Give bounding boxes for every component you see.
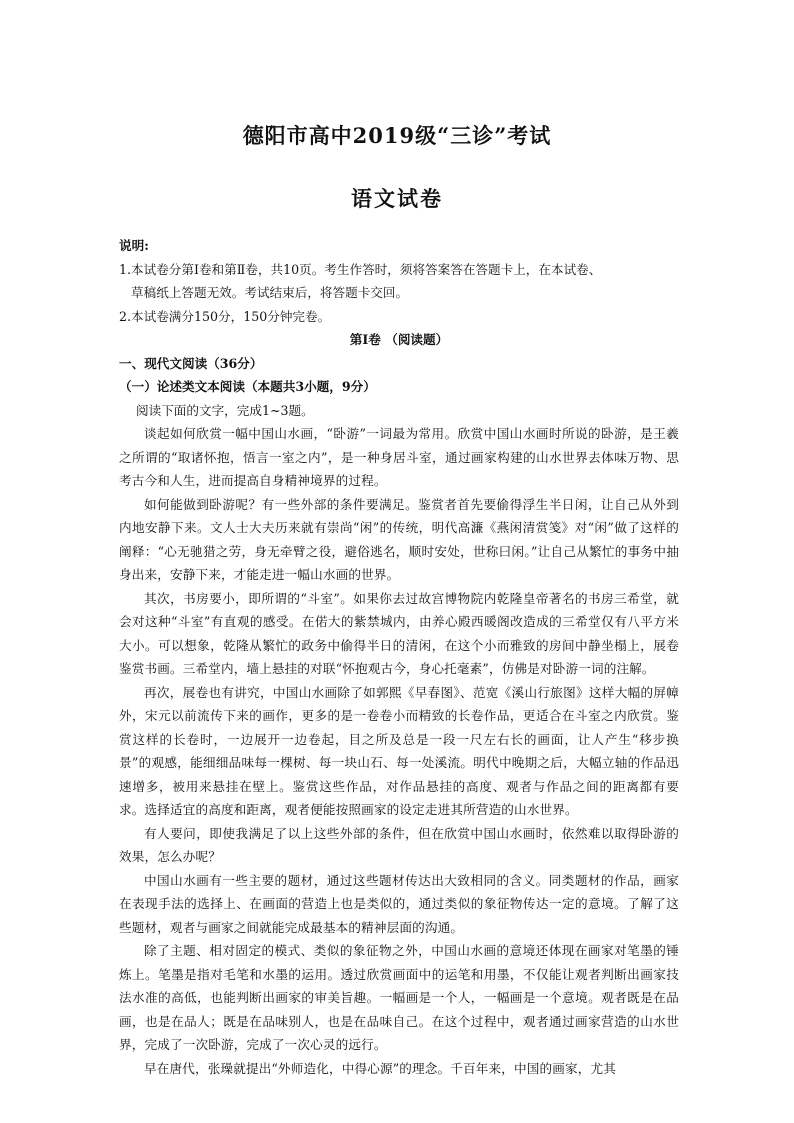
passage-paragraph: 其次，书房要小，即所谓的“斗室”。如果你去过故宫博物院内乾隆皇帝著名的书房三希堂，就会对这种“斗室”有直观的感受。在偌大的紫禁城内，由养心殿西暖阁改造成的三希堂仅有八平方米大小。可以想象，乾隆从繁忙的政务中偷得半日的清闲，在这个小而雅致的房间中静坐榻上，展卷鉴赏书画。三希堂内，墙上悬挂的对联“怀抱观古今，身心托毫素”，仿佛是对卧游一词的注解。 — [119, 590, 679, 676]
instruction-item-2: 2.本试卷满分150分，150分钟完卷。 — [119, 308, 331, 324]
passage-paragraph: 有人要问，即使我满足了以上这些外部的条件，但在欣赏中国山水画时，依然难以取得卧游的效果，怎么办呢？ — [119, 825, 679, 864]
passage-paragraph: 除了主题、相对固定的模式、类似的象征物之外，中国山水画的意境还体现在画家对笔墨的锤炼上。笔墨是指对毛笔和水墨的运用。透过欣赏画面中的运笔和用墨，不仅能让观者判断出画家技法水准的高低，也能判断出画家的审美旨趣。一幅画是一个人，一幅画是一个意境。观者既是在品画，也是在品人；既是在品味别人，也是在品味自己。在这个过程中，观者通过画家营造的山水世界，完成了一次卧游，完成了一次心灵的远行。 — [119, 943, 679, 1052]
passage-paragraph: 谈起如何欣赏一幅中国山水画，“卧游”一词最为常用。欣赏中国山水画时所说的卧游，是王羲之所谓的“取诸怀抱，悟言一室之内”，是一种身居斗室，通过画家构建的山水世界去体味万物、思考古今和人生，进而提高自身精神境界的过程。 — [119, 426, 679, 488]
subsection-heading: （一）论述类文本阅读（本题共3小题，9分） — [119, 379, 376, 394]
passage-paragraph: 如何能做到卧游呢？有一些外部的条件要满足。鉴赏者首先要偷得浮生半日闲，让自己从外到内地安静下来。文人士大夫历来就有崇尚“闲”的传统，明代高濂《燕闲清赏笺》对“闲”做了这样的阐释：“心无驰猎之劳，身无牵臂之役，避俗逃名，顺时安处，世称曰闲。”让自己从繁忙的事务中抽身出来，安静下来，才能走进一幅山水画的世界。 — [119, 496, 679, 582]
exam-title: 德阳市高中2019级“三诊”考试 — [242, 123, 552, 148]
instruction-item-1-cont: 草稿纸上答题无效。考试结束后，将答题卡交回。 — [131, 285, 409, 300]
instructions-label: 说明: — [119, 238, 149, 253]
instruction-item-1: 1.本试卷分第Ⅰ卷和第Ⅱ卷，共10页。考生作答时，须将答案答在答题卡上，在本试卷、 — [119, 261, 602, 277]
document-body — [119, 234, 679, 1080]
part-title: 第Ⅰ卷 （阅读题） — [349, 332, 449, 347]
passage-paragraph: 中国山水画有一些主要的题材，通过这些题材传达出大致相同的含义。同类题材的作品，画家在表现手法的选择上、在画面的营造上也是类似的，通过类似的象征物传达一定的意境。了解了这些题材，观者与画家之间就能完成最基本的精神层面的沟通。 — [119, 872, 679, 935]
passage-paragraph: 早在唐代，张璪就提出“外师造化，中得心源”的理念。千百年来，中国的画家，尤其 — [144, 1060, 616, 1076]
exam-subtitle: 语文试卷 — [351, 186, 443, 211]
reading-prompt: 阅读下面的文字，完成1~3题。 — [136, 402, 314, 418]
passage-paragraph: 再次，展卷也有讲究，中国山水画除了如郭熙《早春图》、范宽《溪山行旅图》这样大幅的屏幛外，宋元以前流传下来的画作，更多的是一卷卷小而精致的长卷作品，更适合在斗室之内欣赏。鉴赏这样的长卷时，一边展开一边卷起，目之所及总是一段一尺左右长的画面，让人产生“移步换景”的观感，能细细品味每一棵树、每一块山石、每一处溪流。明代中晚期之后，大幅立轴的作品迅速增多，被用来悬挂在壁上。鉴赏这些作品，对作品悬挂的高度、观者与作品之间的距离都有要求。选择适宜的高度和距离，观者便能按照画家的设定走进其所营造的山水世界。 — [119, 684, 679, 817]
section-heading: 一、现代文阅读（36分） — [119, 355, 263, 371]
